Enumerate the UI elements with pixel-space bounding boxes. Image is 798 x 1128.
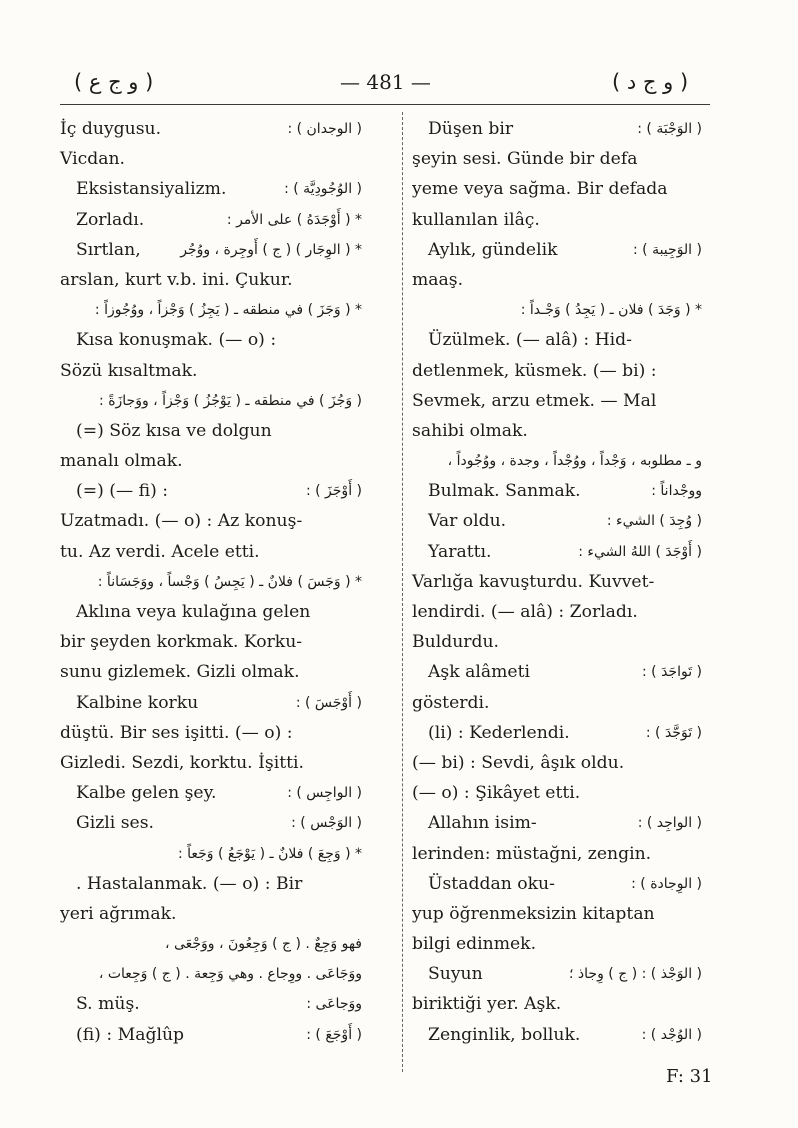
entry-line [60, 446, 362, 476]
entry-text: Var oldu. [428, 511, 507, 532]
arabic-headword: ( تَواجَدَ ) : [641, 664, 702, 681]
entry-text: Kısa konuşmak. (— o) : [76, 330, 277, 351]
entry-line [412, 114, 702, 144]
entry-line [60, 235, 362, 265]
entry-text: lendirdi. (— alâ) : Zorladı. [412, 602, 638, 622]
entry-line [60, 808, 362, 838]
entry-text: Yarattı. [428, 541, 492, 562]
entry-line [412, 386, 702, 416]
entry-text: bir şeyden korkmak. Korku- [60, 632, 303, 653]
arabic-headword: فهو وَجِعٌ . ( ج ) وَجِعُونَ ، ووَجْعَى ، [164, 936, 362, 953]
entry-text: tu. Az verdi. Acele etti. [60, 541, 260, 562]
entry-text: Kalbe gelen şey. [76, 783, 217, 804]
entry-text: gösterdi. [412, 692, 490, 713]
entry-line [60, 506, 362, 536]
column-divider [402, 112, 404, 1072]
arabic-headword: ( الوُجُودِيَّة ) : [284, 181, 362, 198]
entry-line [60, 144, 362, 174]
arabic-headword: ( الواجِد ) : [637, 815, 702, 832]
entry-text: Aklına veya kulağına gelen [76, 602, 311, 622]
entry-text: Eksistansiyalizm. [76, 179, 227, 200]
arabic-headword: * ( الوِجَار ) ( ج ) أَوجِرة ، ووُجُر [180, 241, 362, 258]
entry-text: Kalbine korku [76, 692, 199, 713]
entry-text: yeri ağrımak. [60, 903, 177, 924]
entry-text: sunu gizlemek. Gizli olmak. [60, 662, 300, 683]
entry-line [60, 416, 362, 446]
entry-text: (li) : Kederlendi. [428, 722, 570, 743]
entry-line [412, 446, 702, 476]
entry-line [60, 325, 362, 355]
entry-text: Sevmek, arzu etmek. — Mal [412, 390, 657, 411]
entry-line [60, 899, 362, 929]
entry-line [60, 748, 362, 778]
entry-text: düştü. Bir ses işitti. (— o) : [60, 722, 293, 743]
entry-text: Üstaddan oku- [428, 873, 555, 894]
arabic-headword: * ( أَوْجَدَهُ ) على الأمر : [226, 211, 362, 228]
entry-line [60, 386, 362, 416]
entry-line [412, 295, 702, 325]
entry-line [60, 295, 362, 325]
entry-line [60, 929, 362, 959]
arabic-headword: ( تَوَجَّدَ ) : [645, 724, 702, 741]
entry-line [60, 959, 362, 989]
entry-line [60, 476, 362, 506]
entry-text: (— bi) : Sevdi, âşık oldu. [412, 752, 625, 773]
entry-text: maaş. [412, 269, 464, 290]
entry-line [60, 1020, 362, 1050]
entry-text: Allahın isim- [428, 813, 537, 834]
entry-line [60, 869, 362, 899]
entry-line [412, 778, 702, 808]
entry-line [412, 959, 702, 989]
right-column [412, 114, 702, 1050]
entry-line [412, 356, 702, 386]
page-header [0, 66, 798, 102]
entry-text: Uzatmadı. (— o) : Az konuş- [60, 511, 303, 532]
arabic-headword: ( الوَجْس ) : [291, 815, 362, 832]
entry-text: bilgi edinmek. [412, 934, 537, 955]
entry-text: Vicdan. [60, 149, 126, 170]
entry-text: Sözü kısaltmak. [60, 360, 198, 381]
signature-mark: F: 31 [666, 1066, 713, 1087]
entry-line [412, 537, 702, 567]
entry-text: Zorladı. [76, 209, 145, 230]
entry-line [60, 657, 362, 687]
arabic-headword: ( الوجدان ) : [287, 121, 362, 137]
arabic-headword: ( وَجُزَ ) في منطقه ـ ( يَوْجُزُ ) وَجْزاً ، ووَجازَةً : [99, 392, 362, 409]
entry-text: Sırtlan, [76, 239, 141, 260]
entry-line [412, 839, 702, 869]
entry-line [60, 356, 362, 386]
entry-line [412, 597, 702, 627]
entry-text: lerinden: müstağni, zengin. [412, 843, 652, 864]
entry-line [412, 265, 702, 295]
entry-line [412, 718, 702, 748]
arabic-headword: ( أَوْجَدَ ) اللهُ الشيء : [578, 543, 702, 560]
arabic-headword: ( الوِجادة ) : [631, 875, 702, 892]
arabic-headword: * ( وَجَدَ ) فلان ـ ( يَجِدُ ) وَجْـداً : [520, 302, 702, 319]
entry-line [60, 205, 362, 235]
entry-line [60, 265, 362, 295]
entry-line [60, 627, 362, 657]
arabic-headword: و ـ مطلوبه ، وَجْداً ، ووُجْداً ، وجدة ، ووُجُوداً ، [447, 453, 702, 470]
entry-text: yeme veya sağma. Bir defada [412, 179, 668, 200]
entry-line [60, 989, 362, 1019]
entry-line [412, 748, 702, 778]
entry-text: Varlığa kavuşturdu. Kuvvet- [412, 571, 655, 592]
entry-text: Üzülmek. (— alâ) : Hid- [428, 330, 632, 351]
entry-text: Zenginlik, bolluk. [428, 1024, 581, 1045]
entry-line [412, 325, 702, 355]
arabic-headword: * ( وَجَزَ ) في منطقه ـ ( يَجِزُ ) وَجْزاً ، ووُجُوزاً : [94, 302, 362, 319]
arabic-headword: ( الوَجِيبة ) : [633, 241, 702, 258]
arabic-headword: ( أَوْجَعَ ) : [306, 1026, 362, 1043]
entry-text: . Hastalanmak. (— o) : Bir [76, 873, 303, 894]
entry-line [60, 688, 362, 718]
header-rule [60, 104, 710, 105]
header-right-root: ( و ج د ) [612, 70, 689, 94]
arabic-headword: ( الوَجْذ ) : ( ج ) وِجاذ ؛ [569, 966, 702, 983]
entry-line [412, 416, 702, 446]
entry-line [412, 476, 702, 506]
entry-text: Buldurdu. [412, 632, 500, 653]
entry-text: kullanılan ilâç. [412, 209, 540, 230]
entry-text: S. müş. [76, 994, 140, 1015]
entry-line [412, 205, 702, 235]
entry-text: şeyin sesi. Günde bir defa [412, 149, 638, 170]
arabic-headword: ( الواجِس ) : [287, 785, 362, 802]
arabic-headword: ( وُجِدَ ) الشيء : [606, 513, 702, 530]
entry-text: (— o) : Şikâyet etti. [412, 783, 581, 804]
arabic-headword: ( أَوْجَسَ ) : [295, 694, 362, 711]
entry-line [412, 627, 702, 657]
entry-line [412, 688, 702, 718]
arabic-headword: ( الوُجْد ) : [641, 1026, 702, 1043]
arabic-headword: ووَجاعَى : [306, 996, 362, 1013]
entry-text: Düşen bir [428, 119, 514, 139]
arabic-headword: ووَجَاعَى . ووِجاع . وهي وَجِعة . ( ج ) وَجِعات ، [98, 966, 362, 983]
entry-line [60, 567, 362, 597]
entry-text: arslan, kurt v.b. ini. Çukur. [60, 269, 293, 290]
entry-text: sahibi olmak. [412, 420, 528, 441]
entry-text: İç duygusu. [60, 119, 162, 139]
entry-line [60, 114, 362, 144]
entry-line [412, 174, 702, 204]
entry-line [412, 657, 702, 687]
entry-line [60, 537, 362, 567]
entry-line [60, 839, 362, 869]
entry-text: Suyun [428, 964, 483, 985]
entry-text: Aşk alâmeti [428, 662, 530, 683]
entry-line [412, 869, 702, 899]
entry-text: detlenmek, küsmek. (— bi) : [412, 360, 657, 381]
arabic-headword: ( أَوْجَزَ ) : [305, 483, 362, 500]
entry-line [60, 778, 362, 808]
arabic-headword: * ( وَجَسَ ) فلانٌ ـ ( يَجِسُ ) وَجْساً ، ووَجَسَاناً : [97, 573, 362, 590]
entry-line [60, 174, 362, 204]
entry-line [412, 1020, 702, 1050]
entry-line [412, 567, 702, 597]
entry-line [412, 808, 702, 838]
left-column [60, 114, 362, 1050]
entry-line [412, 144, 702, 174]
arabic-headword: * ( وَجِعَ ) فلانٌ ـ ( يَوْجَعُ ) وَجَعاً : [177, 845, 362, 862]
entry-line [412, 235, 702, 265]
entry-text: (=) (— fi) : [76, 481, 169, 502]
entry-text: biriktiği yer. Aşk. [412, 994, 562, 1015]
header-left-root: ( و ج ع ) [74, 70, 154, 94]
entry-text: manalı olmak. [60, 451, 183, 472]
entry-text: Aylık, gündelik [428, 239, 558, 260]
entry-line [412, 989, 702, 1019]
entry-line [60, 597, 362, 627]
entry-text: (fi) : Mağlûp [76, 1024, 185, 1045]
entry-line [412, 899, 702, 929]
entry-line [412, 506, 702, 536]
arabic-headword: ( الوَجْبَة ) : [637, 121, 702, 137]
arabic-headword: ووجْداناً : [651, 483, 702, 500]
entry-text: Bulmak. Sanmak. [428, 481, 581, 502]
entry-text: Gizledi. Sezdi, korktu. İşitti. [60, 752, 304, 773]
entry-text: (=) Söz kısa ve dolgun [76, 420, 272, 441]
entry-text: Gizli ses. [76, 813, 155, 834]
entry-line [412, 929, 702, 959]
page-number: — 481 — [340, 70, 431, 94]
entry-line [60, 718, 362, 748]
entry-text: yup öğrenmeksizin kitaptan [412, 903, 655, 924]
